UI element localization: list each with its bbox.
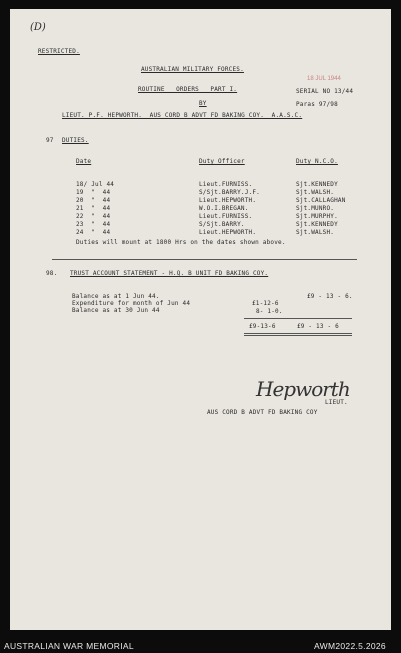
duty-date: 22 " 44 [76, 213, 111, 220]
para-97-number: 97 [46, 137, 54, 144]
date-stamp: 18 JUL 1944 [307, 76, 341, 82]
duty-nco: Sjt.KENNEDY [296, 221, 338, 228]
duty-officer: Lieut.HEPWORTH. [199, 229, 257, 236]
section-divider [52, 259, 357, 260]
total-col1: £9-13-6 [249, 323, 276, 330]
duty-officer: W.O.I.BREGAN. [199, 205, 249, 212]
total-rule-bottom [244, 333, 352, 334]
para-97-title: DUTIES. [62, 137, 89, 144]
para-98-number: 98. [46, 270, 58, 277]
account-line-label: Expenditure for month of Jun 44 [72, 300, 191, 307]
total-rule-double [244, 335, 352, 336]
folio-mark: (D) [30, 22, 46, 33]
duty-officer: Lieut.HEPWORTH. [199, 197, 257, 204]
duty-date: 21 " 44 [76, 205, 111, 212]
col-header-duty-nco: Duty N.C.O. [296, 158, 338, 165]
duty-date: 19 " 44 [76, 189, 111, 196]
duty-nco: Sjt.WALSH. [296, 189, 335, 196]
by-line: BY [199, 100, 207, 107]
footer-reference: AWM2022.5.2026 [314, 641, 386, 651]
paragraph-range: Paras 97/98 [296, 101, 338, 108]
duty-nco: Sjt.MURPHY. [296, 213, 338, 220]
account-line-value: £1-12-6 [252, 300, 279, 307]
account-line-label: Balance as at 1 Jun 44. [72, 293, 160, 300]
duty-officer: Lieut.FURNISS. [199, 213, 253, 220]
document-page [10, 9, 391, 630]
duty-nco: Sjt.CALLAGHAN [296, 197, 346, 204]
duty-officer: S/Sjt.BARRY. [199, 221, 245, 228]
account-line-value: £9 - 13 - 6. [307, 293, 353, 300]
orders-title: ROUTINE ORDERS PART I. [138, 86, 238, 93]
footer-archive-name: AUSTRALIAN WAR MEMORIAL [4, 641, 134, 651]
commander-line: LIEUT. P.F. HEPWORTH. AUS CORD B ADVT FD BAKING COY. A.A.S.C. [62, 112, 303, 119]
duty-nco: Sjt.MUNRO. [296, 205, 335, 212]
duty-date: 24 " 44 [76, 229, 111, 236]
organisation-heading: AUSTRALIAN MILITARY FORCES. [141, 66, 244, 73]
duty-date: 18/ Jul 44 [76, 181, 115, 188]
account-line-label: Balance as at 30 Jun 44 [72, 307, 160, 314]
para-97-note: Duties will mount at 1800 Hrs on the dates shown above. [76, 239, 286, 246]
col-header-date: Date [76, 158, 92, 165]
duty-nco: Sjt.WALSH. [296, 229, 335, 236]
serial-number: SERIAL NO 13/44 [296, 88, 354, 95]
signature: Hepworth [256, 377, 350, 401]
duty-officer: S/Sjt.BARRY.J.F. [199, 189, 260, 196]
classification: RESTRICTED. [38, 48, 80, 55]
total-rule-top [244, 318, 352, 319]
total-col2: £9 - 13 - 6 [297, 323, 339, 330]
col-header-duty-officer: Duty Officer [199, 158, 245, 165]
account-line-value: 8- 1-0. [256, 308, 283, 315]
signoff-rank: LIEUT. [325, 399, 348, 406]
duty-nco: Sjt.KENNEDY [296, 181, 338, 188]
para-98-title: TRUST ACCOUNT STATEMENT - H.Q. B UNIT FD BAKING COY. [70, 270, 269, 277]
duty-date: 20 " 44 [76, 197, 111, 204]
duty-officer: Lieut.FURNISS. [199, 181, 253, 188]
signoff-unit: AUS CORD B ADVT FD BAKING COY [207, 409, 318, 416]
duty-date: 23 " 44 [76, 221, 111, 228]
